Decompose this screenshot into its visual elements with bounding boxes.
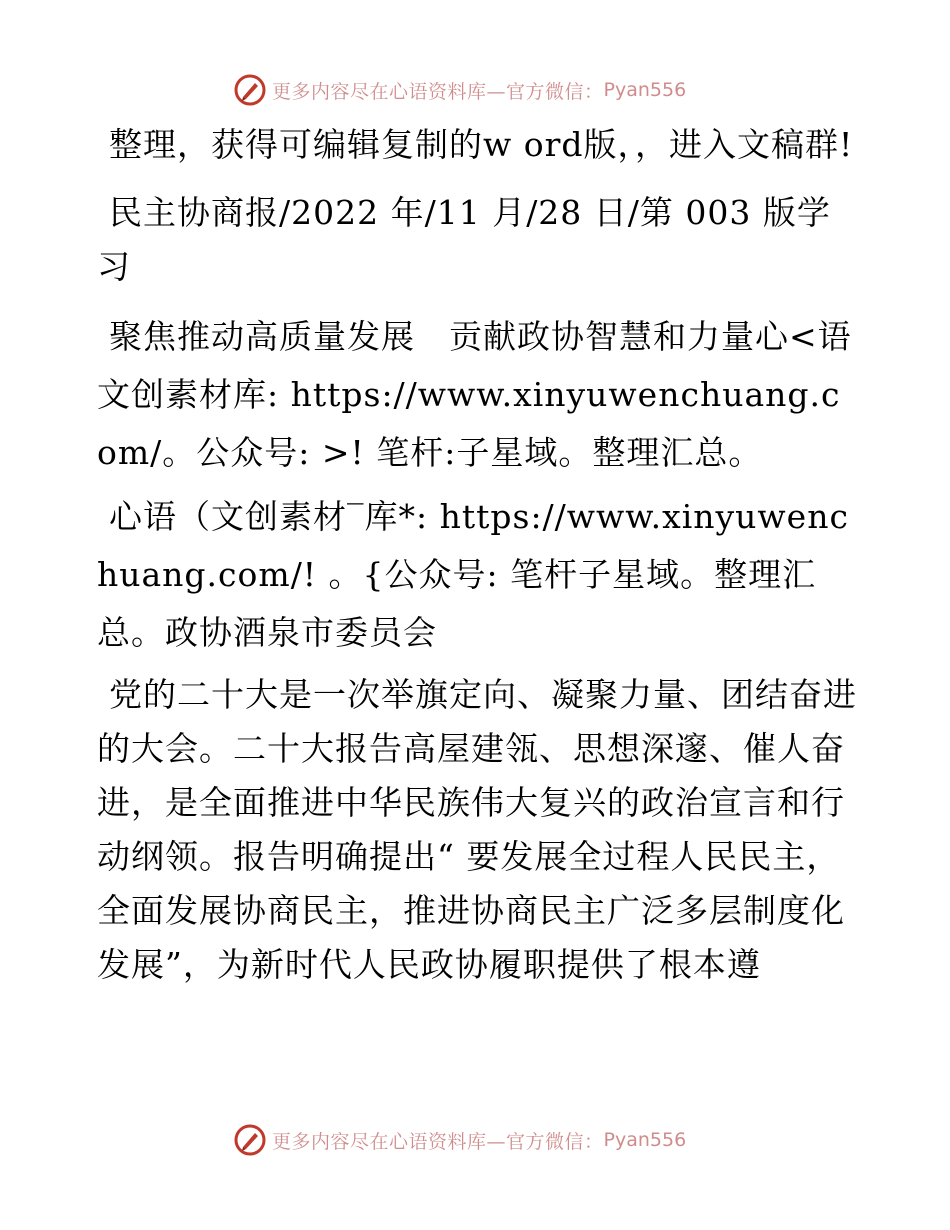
pen-logo-icon [234,1124,266,1156]
paragraph-1: 整理，获得可编辑复制的w ord版，，进入文稿群! [109,125,854,164]
paragraph-2: 民主协商报/2022 年/11 月/28 日/第 003 版学习 [97,193,831,286]
paragraph-4: 心语（文创素材‾库*: https://www.xinyuwenchuang.com/! 。{公众号: 笔杆子星域。整理汇总。政协酒泉市委员会 [97,497,849,652]
watermark-text: 更多内容尽在心语资料库—官方微信： [272,1130,604,1153]
paragraph-5: 党的二十大是一次举旗定向、凝聚力量、团结奋进的大会。二十大报告高屋建瓴、思想深邃、催人奋进，是全面推进中华民族伟大复兴的政治宣言和行动纲领。报告明确提出“ 要发展全过程人民民主，全面发展协商民主，推进协商民主广泛多层制度化发展”，为新时代人民政协履职提供了根本遵 [97,675,857,984]
footer-watermark [234,1123,686,1157]
watermark-handle: Pyan556 [603,1129,687,1151]
watermark-handle: Pyan556 [603,79,687,101]
watermark-text: 更多内容尽在心语资料库—官方微信： [272,80,604,103]
paragraph-3: 聚焦推动高质量发展 贡献政协智慧和力量心<语文创素材库: https://www.xinyuwenchuang.com/。公众号: >! 笔杆:子星域。整理汇总。 [97,317,852,472]
document-body [97,118,857,1006]
header-watermark [234,73,686,107]
pen-logo-icon [234,74,266,106]
